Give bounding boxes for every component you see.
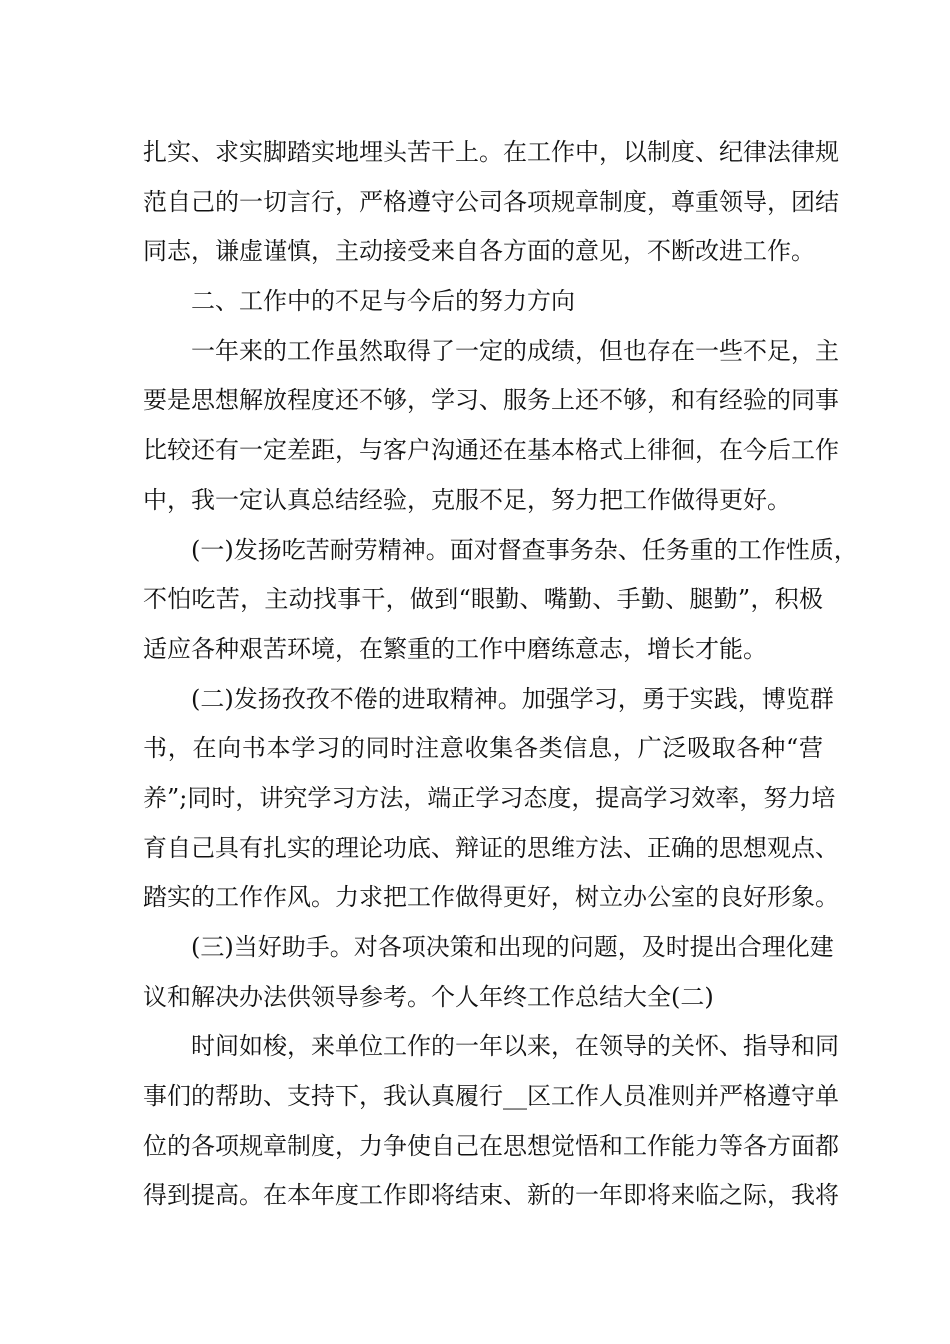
text-line: (一)发扬吃苦耐劳精神。面对督查事务杂、任务重的工作性质，	[191, 535, 858, 564]
text-line: 书，在向书本学习的同时注意收集各类信息，广泛吸取各种“营	[143, 734, 823, 763]
text-line: 二、工作中的不足与今后的努力方向	[191, 287, 575, 316]
text-line: 不怕吃苦，主动找事干，做到“眼勤、嘴勤、手勤、腿勤”，积极	[143, 585, 823, 614]
text-line: (三)当好助手。对各项决策和出现的问题，及时提出合理化建	[191, 933, 834, 961]
text-line: 议和解决办法供领导参考。个人年终工作总结大全(二)	[143, 982, 714, 1011]
text-line: 扎实、求实脚踏实地埋头苦干上。在工作中，以制度、纪律法律规	[143, 138, 839, 166]
text-line: 位的各项规章制度，力争使自己在思想觉悟和工作能力等各方面都	[143, 1131, 839, 1160]
text-line: 比较还有一定差距，与客户沟通还在基本格式上徘徊，在今后工作	[143, 436, 839, 465]
text-line: 育自己具有扎实的理论功底、辩证的思维方法、正确的思想观点、	[143, 833, 839, 862]
document-body	[143, 128, 858, 1221]
text-line: 同志，谦虚谨慎，主动接受来自各方面的意见，不断改进工作。	[143, 237, 815, 266]
text-line: 一年来的工作虽然取得了一定的成绩，但也存在一些不足，主	[191, 336, 839, 365]
text-line: 得到提高。在本年度工作即将结束、新的一年即将来临之际，我将	[143, 1181, 839, 1210]
text-line: 养”;同时，讲究学习方法，端正学习态度，提高学习效率，努力培	[143, 783, 836, 812]
text-line: 事们的帮助、支持下，我认真履行__区工作人员准则并严格遵守单	[143, 1082, 839, 1111]
text-line: 适应各种艰苦环境，在繁重的工作中磨练意志，增长才能。	[143, 634, 767, 663]
text-line: 范自己的一切言行，严格遵守公司各项规章制度，尊重领导，团结	[143, 187, 839, 216]
text-line: 中，我一定认真总结经验，克服不足，努力把工作做得更好。	[143, 485, 791, 514]
text-line: 踏实的工作作风。力求把工作做得更好，树立办公室的良好形象。	[143, 883, 839, 912]
text-line: 要是思想解放程度还不够，学习、服务上还不够，和有经验的同事	[143, 386, 839, 415]
text-line: (二)发扬孜孜不倦的进取精神。加强学习，勇于实践，博览群	[191, 684, 834, 713]
text-line: 时间如梭，来单位工作的一年以来，在领导的关怀、指导和同	[191, 1032, 839, 1061]
